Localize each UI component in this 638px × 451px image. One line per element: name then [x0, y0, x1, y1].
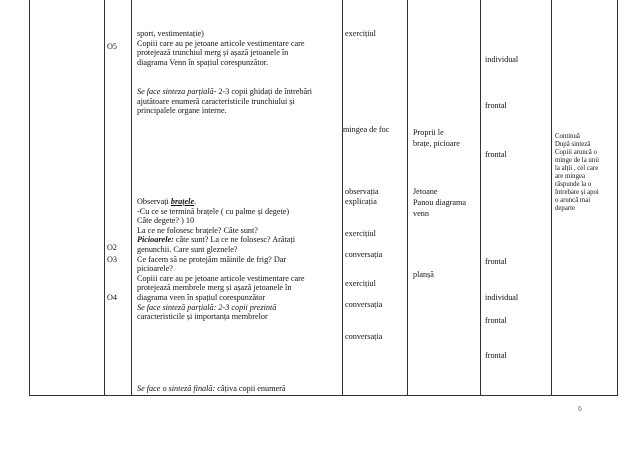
notes-line: răspunde la o [555, 181, 592, 188]
content-line: Observați [137, 197, 171, 206]
column-divider [407, 0, 408, 395]
organization-item: individual [485, 293, 519, 302]
material-item: Proprii le [413, 128, 444, 137]
strategy-item: exercițiul [345, 29, 376, 38]
material-item: venn [413, 209, 429, 218]
content-paragraph-2 [137, 87, 335, 116]
content-paragraph-1 [137, 29, 335, 67]
content-line: - 2-3 copii ghidați de întrebări [213, 87, 313, 96]
content-line: picioarele? [137, 264, 173, 274]
material-item: Jetoane [413, 187, 438, 196]
content-line: ajutătoare enumeră caracteristicile trunchiului și [137, 96, 295, 106]
strategy-item: conversația [345, 300, 383, 309]
organization-item: frontal [485, 257, 507, 266]
content-line: principalele organe interne. [137, 106, 227, 116]
objective-o2: O2 [107, 243, 118, 252]
notes-line: întrebare și apoi [555, 189, 599, 196]
content-line: Câte degete? ) 10 [137, 216, 195, 226]
column-divider [342, 0, 343, 395]
objective-o4: O4 [107, 293, 118, 302]
content-line: Copiii care au pe jetoane articole vestimentare care [137, 273, 305, 283]
organization-item: frontal [485, 150, 507, 159]
content-line: . [194, 197, 197, 206]
notes-line: are mingea [555, 173, 586, 180]
strategy-item: explicația [345, 197, 377, 206]
column-divider [551, 0, 552, 395]
partial-synthesis-label: Se face sinteza parțială [137, 87, 214, 96]
notes-line: minge de la unii [555, 157, 599, 164]
organization-item: frontal [485, 316, 507, 325]
content-line: diagrama Venn în spațiul corespunzător. [137, 57, 269, 67]
organization-item: individual [485, 55, 519, 64]
content-line: -Cu ce se termină brațele ( cu palme și degete) [137, 206, 290, 216]
material-item: planșă [413, 270, 434, 279]
column-divider [480, 0, 481, 395]
notes-line: După sinteză [555, 141, 591, 148]
strategy-item: conversația [345, 250, 383, 259]
organization-item: frontal [485, 351, 507, 360]
objective-o3: O3 [107, 255, 118, 264]
organization-item: frontal [485, 101, 507, 110]
notes-line: Continuă [555, 133, 580, 140]
notes-line: o aruncă mai [555, 197, 591, 204]
content-line: caracteristicile și importanța membrelor [137, 312, 268, 322]
arms-keyword: brațele [170, 197, 195, 206]
material-item: Panou diagrama [413, 198, 466, 207]
notes-line: la alții , cel care [555, 165, 599, 172]
content-line: Copiii care au pe jetoane articole vestimentare care [137, 38, 305, 48]
page-number: 6 [578, 406, 582, 413]
notes-block [555, 133, 599, 213]
content-line: câțiva copii enumeră [215, 384, 286, 393]
notes-line: Copiii aruncă o [555, 149, 597, 156]
content-line: La ce ne folosesc brațele? Câte sunt? [137, 225, 258, 235]
material-item: brațe, picioare [413, 139, 460, 148]
legs-keyword: Picioarele: [137, 235, 174, 245]
strategy-item: conversația [345, 332, 383, 341]
strategy-item: exercițiul [345, 229, 376, 238]
notes-line: departe [555, 205, 575, 212]
strategy-item: mingea de foc [343, 125, 390, 134]
column-divider [131, 0, 132, 395]
content-line: Se face sinteză parțială: 2-3 copii prezintă [137, 302, 277, 312]
content-paragraph-3 [137, 197, 335, 322]
final-synthesis [137, 384, 285, 394]
final-synthesis-label: Se face o sinteză finală: [137, 384, 216, 393]
content-line: protejează membrele merg și așază jetoanele în [137, 283, 292, 293]
content-line: protejează trunchiul merg și așază jetoanele în [137, 48, 289, 58]
objective-o5: O5 [107, 42, 118, 51]
strategy-item: observația [345, 187, 379, 196]
content-line: diagrama veen în spațiul corespunzător [137, 292, 266, 302]
content-line: câte sunt? La ce ne folosesc? Arătați [173, 235, 295, 245]
content-line: Ce facem să ne protejăm mâinile de frig? Dar [137, 254, 287, 264]
strategy-item: exercițiul [345, 279, 376, 288]
content-line: sport, vestimentație) [137, 29, 204, 38]
column-divider [104, 0, 105, 395]
content-line: genunchii. Care sunt gleznele? [137, 244, 238, 254]
